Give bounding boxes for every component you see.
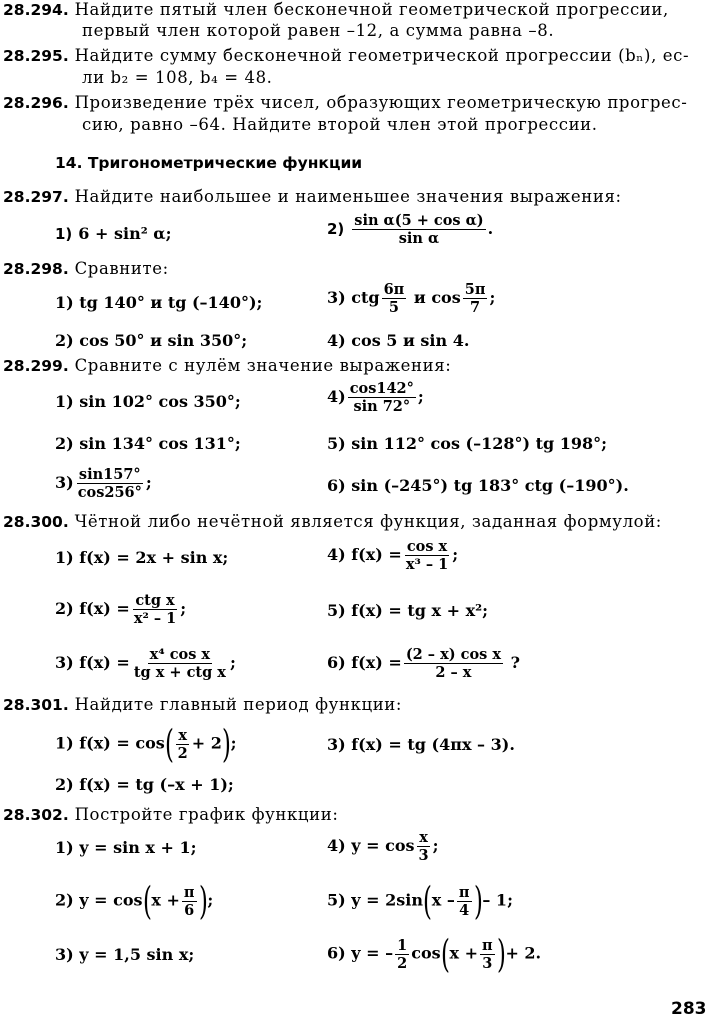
numerator: sin α(5 + cos α) <box>354 212 484 229</box>
right-paren: ) <box>496 932 506 976</box>
problem-number: 28.302. <box>3 806 69 824</box>
expression: 3) ctg <box>327 288 380 307</box>
expression: – 1; <box>482 890 513 910</box>
problem-text: Найдите сумму бесконечной геометрической прогрессии (bₙ), ес- <box>74 46 690 65</box>
item-302-3: 3) y = 1,5 sin x; <box>55 945 195 964</box>
item-number: 2) <box>327 220 345 238</box>
item-299-5: 5) sin 112° cos (–128°) tg 198°; <box>327 434 608 453</box>
expression: 3) f(x) = <box>55 653 130 672</box>
problem-28-298 <box>3 259 169 279</box>
expression: 6) y = – <box>327 943 394 963</box>
punct: ; <box>230 733 237 753</box>
denominator: 6 <box>184 901 195 919</box>
denominator: 7 <box>470 299 481 316</box>
denominator: sin 72° <box>353 398 411 415</box>
fraction <box>480 937 495 972</box>
numerator: ctg x <box>135 592 175 609</box>
problem-text-cont: ли b₂ = 108, b₄ = 48. <box>82 68 273 87</box>
problem-text-cont: первый член которой равен –12, а сумма равна –8. <box>82 21 555 40</box>
left-paren: ( <box>422 879 432 923</box>
punct: ; <box>489 288 496 307</box>
expression: x – <box>431 890 455 910</box>
item-298-4: 4) cos 5 и sin 4. <box>327 331 470 350</box>
denominator: 2 – x <box>435 664 472 681</box>
denominator: 4 <box>459 901 470 919</box>
problem-28-294 <box>3 0 669 20</box>
problem-28-297 <box>3 187 622 207</box>
numerator: π <box>458 883 470 901</box>
item-300-4 <box>327 538 458 573</box>
item-301-1 <box>55 722 237 766</box>
fraction <box>76 466 144 501</box>
numerator: x <box>419 829 428 846</box>
item-302-1: 1) y = sin x + 1; <box>55 838 197 857</box>
numerator: x⁴ cos x <box>149 646 211 663</box>
item-300-2 <box>55 592 186 627</box>
numerator: 1 <box>397 936 408 954</box>
expression: 1) f(x) = cos <box>55 733 165 753</box>
numerator: cos x <box>406 538 448 555</box>
punct: ; <box>145 473 152 492</box>
punct: . <box>487 219 494 238</box>
punct: ; <box>180 599 187 618</box>
numerator: 5π <box>464 281 486 298</box>
expression: 2) y = cos <box>55 890 143 910</box>
fraction <box>404 538 450 573</box>
denominator: cos256° <box>77 484 142 501</box>
item-299-6: 6) sin (–245°) tg 183° ctg (–190°). <box>327 476 629 495</box>
right-paren: ) <box>221 722 231 766</box>
problem-text-cont: сию, равно –64. Найдите второй член этой прогрессии. <box>82 115 598 134</box>
denominator: sin α <box>398 230 440 247</box>
fraction <box>395 937 409 972</box>
problem-number: 28.294. <box>3 1 69 19</box>
left-paren: ( <box>440 932 450 976</box>
problem-number: 28.295. <box>3 47 69 65</box>
item-298-1: 1) tg 140° и tg (–140°); <box>55 293 263 312</box>
item-number: 4) <box>327 387 346 406</box>
denominator: tg x + ctg x <box>133 664 226 681</box>
denominator: 2 <box>397 954 408 972</box>
item-299-1: 1) sin 102° cos 350°; <box>55 392 241 411</box>
item-297-1 <box>55 224 172 244</box>
problem-text: Найдите наибольшее и наименьшее значения выражения: <box>74 187 622 206</box>
denominator: 3 <box>482 954 493 972</box>
problem-28-296 <box>3 93 687 113</box>
item-297-2 <box>327 212 493 247</box>
denominator: 3 <box>418 847 429 864</box>
punct: ; <box>432 836 439 855</box>
problem-text: Чётной либо нечётной является функция, заданная формулой: <box>74 512 662 531</box>
problem-number: 28.296. <box>3 94 69 112</box>
problem-number: 28.297. <box>3 188 69 206</box>
punct: ; <box>417 387 424 406</box>
item-302-4 <box>327 829 439 864</box>
item-300-3 <box>55 646 236 681</box>
expression: 6) f(x) = <box>327 653 402 672</box>
section-title: 14. Тригонометрические функции <box>55 154 363 172</box>
fraction <box>404 646 503 681</box>
item-302-2 <box>55 879 214 923</box>
item-301-2: 2) f(x) = tg (–x + 1); <box>55 775 234 794</box>
expression: 5) y = 2sin <box>327 890 423 910</box>
numerator: π <box>481 936 493 954</box>
fraction <box>132 592 178 627</box>
expression: x + <box>151 890 180 910</box>
expression: + 2 <box>191 733 222 753</box>
left-paren: ( <box>164 722 174 766</box>
problem-number: 28.300. <box>3 513 69 531</box>
fraction <box>182 884 197 919</box>
item-300-1: 1) f(x) = 2x + sin x; <box>55 548 229 567</box>
numerator: cos142° <box>349 380 414 397</box>
fraction <box>457 884 472 919</box>
denominator: 5 <box>388 299 399 316</box>
problem-number: 28.301. <box>3 696 69 714</box>
problem-28-299 <box>3 356 451 376</box>
problem-text: Сравните: <box>74 259 169 278</box>
expression: и cos <box>413 288 461 307</box>
problem-text: Произведение трёх чисел, образующих геометрическую прогрес- <box>74 93 688 112</box>
numerator: 6π <box>383 281 405 298</box>
punct: ; <box>452 545 459 564</box>
denominator: x³ – 1 <box>405 556 449 573</box>
right-paren: ) <box>473 879 483 923</box>
punct: ? <box>510 653 520 672</box>
left-paren: ( <box>142 879 152 923</box>
fraction <box>132 646 228 681</box>
problem-28-300 <box>3 512 662 532</box>
problem-text: Постройте график функции: <box>74 805 339 824</box>
item-300-6 <box>327 646 520 681</box>
item-299-4 <box>327 380 424 415</box>
item-299-3 <box>55 466 152 501</box>
item-301-3: 3) f(x) = tg (4πx – 3). <box>327 735 515 754</box>
item-300-5: 5) f(x) = tg x + x²; <box>327 601 489 620</box>
expression: 2) f(x) = <box>55 599 130 618</box>
problem-28-295 <box>3 46 689 66</box>
numerator: x <box>178 726 188 744</box>
item-299-2: 2) sin 134° cos 131°; <box>55 434 241 453</box>
right-paren: ) <box>198 879 208 923</box>
expression: cos <box>411 943 441 963</box>
item-298-2: 2) cos 50° и sin 350°; <box>55 331 248 350</box>
fraction <box>382 281 407 316</box>
punct: ; <box>207 890 214 910</box>
problem-number: 28.298. <box>3 260 69 278</box>
item-302-5 <box>327 879 513 923</box>
fraction <box>352 212 485 247</box>
item-number: 1) <box>55 225 73 243</box>
expression: x + <box>449 943 478 963</box>
denominator: 2 <box>177 744 188 762</box>
problem-text: Найдите главный период функции: <box>74 695 403 714</box>
fraction <box>176 727 190 762</box>
numerator: sin157° <box>78 466 141 483</box>
numerator: (2 – x) cos x <box>405 646 502 663</box>
problem-number: 28.299. <box>3 357 69 375</box>
item-302-6 <box>327 932 542 976</box>
problem-text: Найдите пятый член бесконечной геометрической прогрессии, <box>74 0 669 19</box>
expression: + 2. <box>505 943 542 963</box>
item-number: 3) <box>55 473 74 492</box>
fraction <box>348 380 416 415</box>
numerator: π <box>183 883 195 901</box>
problem-text: Сравните с нулём значение выражения: <box>74 356 452 375</box>
item-298-3 <box>327 281 495 316</box>
fraction <box>463 281 488 316</box>
expression: 4) y = cos <box>327 836 415 855</box>
denominator: x² – 1 <box>133 610 177 627</box>
problem-28-301 <box>3 695 402 715</box>
punct: ; <box>229 653 236 672</box>
expression: 4) f(x) = <box>327 545 402 564</box>
page-number: 283 <box>671 999 707 1019</box>
fraction <box>417 829 431 864</box>
expression: 6 + sin² α; <box>78 224 172 243</box>
problem-28-302 <box>3 805 339 825</box>
